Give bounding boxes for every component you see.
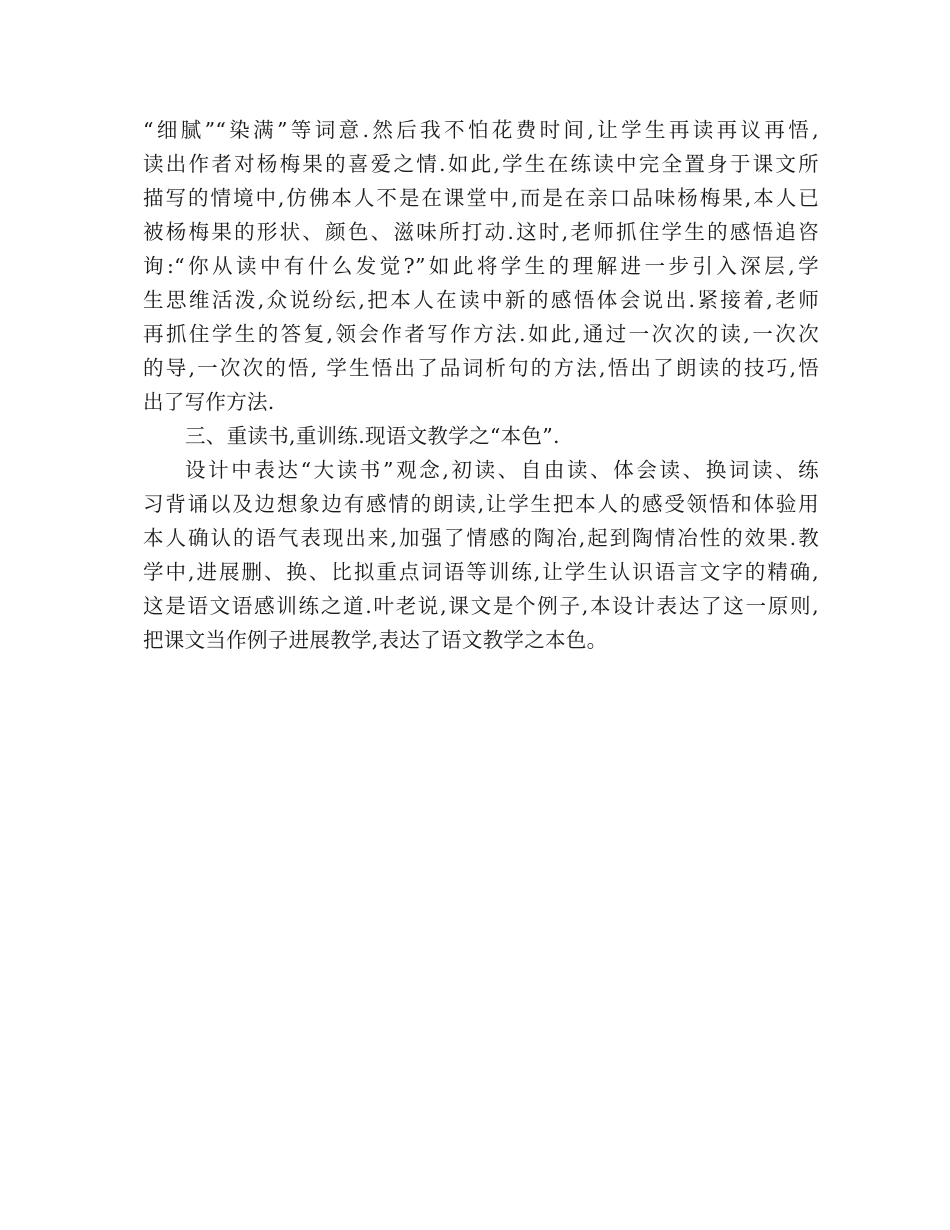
heading-text: 三、重读书,重训练.现语文教学之“本色”. [185,424,560,448]
text-line: 这是语文语感训练之道.叶老说,课文是个例子,本设计表达了这一原则, [143,594,819,618]
section-heading [143,419,819,453]
text-line: 出了写作方法. [143,390,275,414]
paragraph [143,453,819,657]
text-line: 把课文当作例子进展教学,表达了语文教学之本色。 [143,628,608,652]
text-line: 描写的情境中,仿佛本人不是在课堂中,而是在亲口品味杨梅果,本人已 [143,186,819,210]
text-line: 习背诵以及边想象边有感情的朗读,让学生把本人的感受领悟和体验用 [143,492,819,516]
text-line: “细腻”“染满”等词意.然后我不怕花费时间,让学生再读再议再悟, [143,118,819,142]
text-line: 学中,进展删、换、比拟重点词语等训练,让学生认识语言文字的精确, [143,560,819,584]
text-line: 生思维活泼,众说纷纭,把本人在读中新的感悟体会说出.紧接着,老师 [143,288,819,312]
text-line: 本人确认的语气表现出来,加强了情感的陶冶,起到陶情冶性的效果.教 [143,526,819,550]
text-line: 被杨梅果的形状、颜色、滋味所打动.这时,老师抓住学生的感悟追咨 [143,220,819,244]
text-line: 的导,一次次的悟, 学生悟出了品词析句的方法,悟出了朗读的技巧,悟 [143,356,819,380]
text-line: 询:“你从读中有什么发觉?”如此将学生的理解进一步引入深层,学 [143,254,819,278]
text-line: 再抓住学生的答复,领会作者写作方法.如此,通过一次次的读,一次次 [143,322,819,346]
text-line: 设计中表达“大读书”观念,初读、自由读、体会读、换词读、练 [185,458,819,482]
body-text [143,113,819,657]
text-line: 读出作者对杨梅果的喜爱之情.如此,学生在练读中完全置身于课文所 [143,152,819,176]
paragraph-continuation [143,113,819,419]
